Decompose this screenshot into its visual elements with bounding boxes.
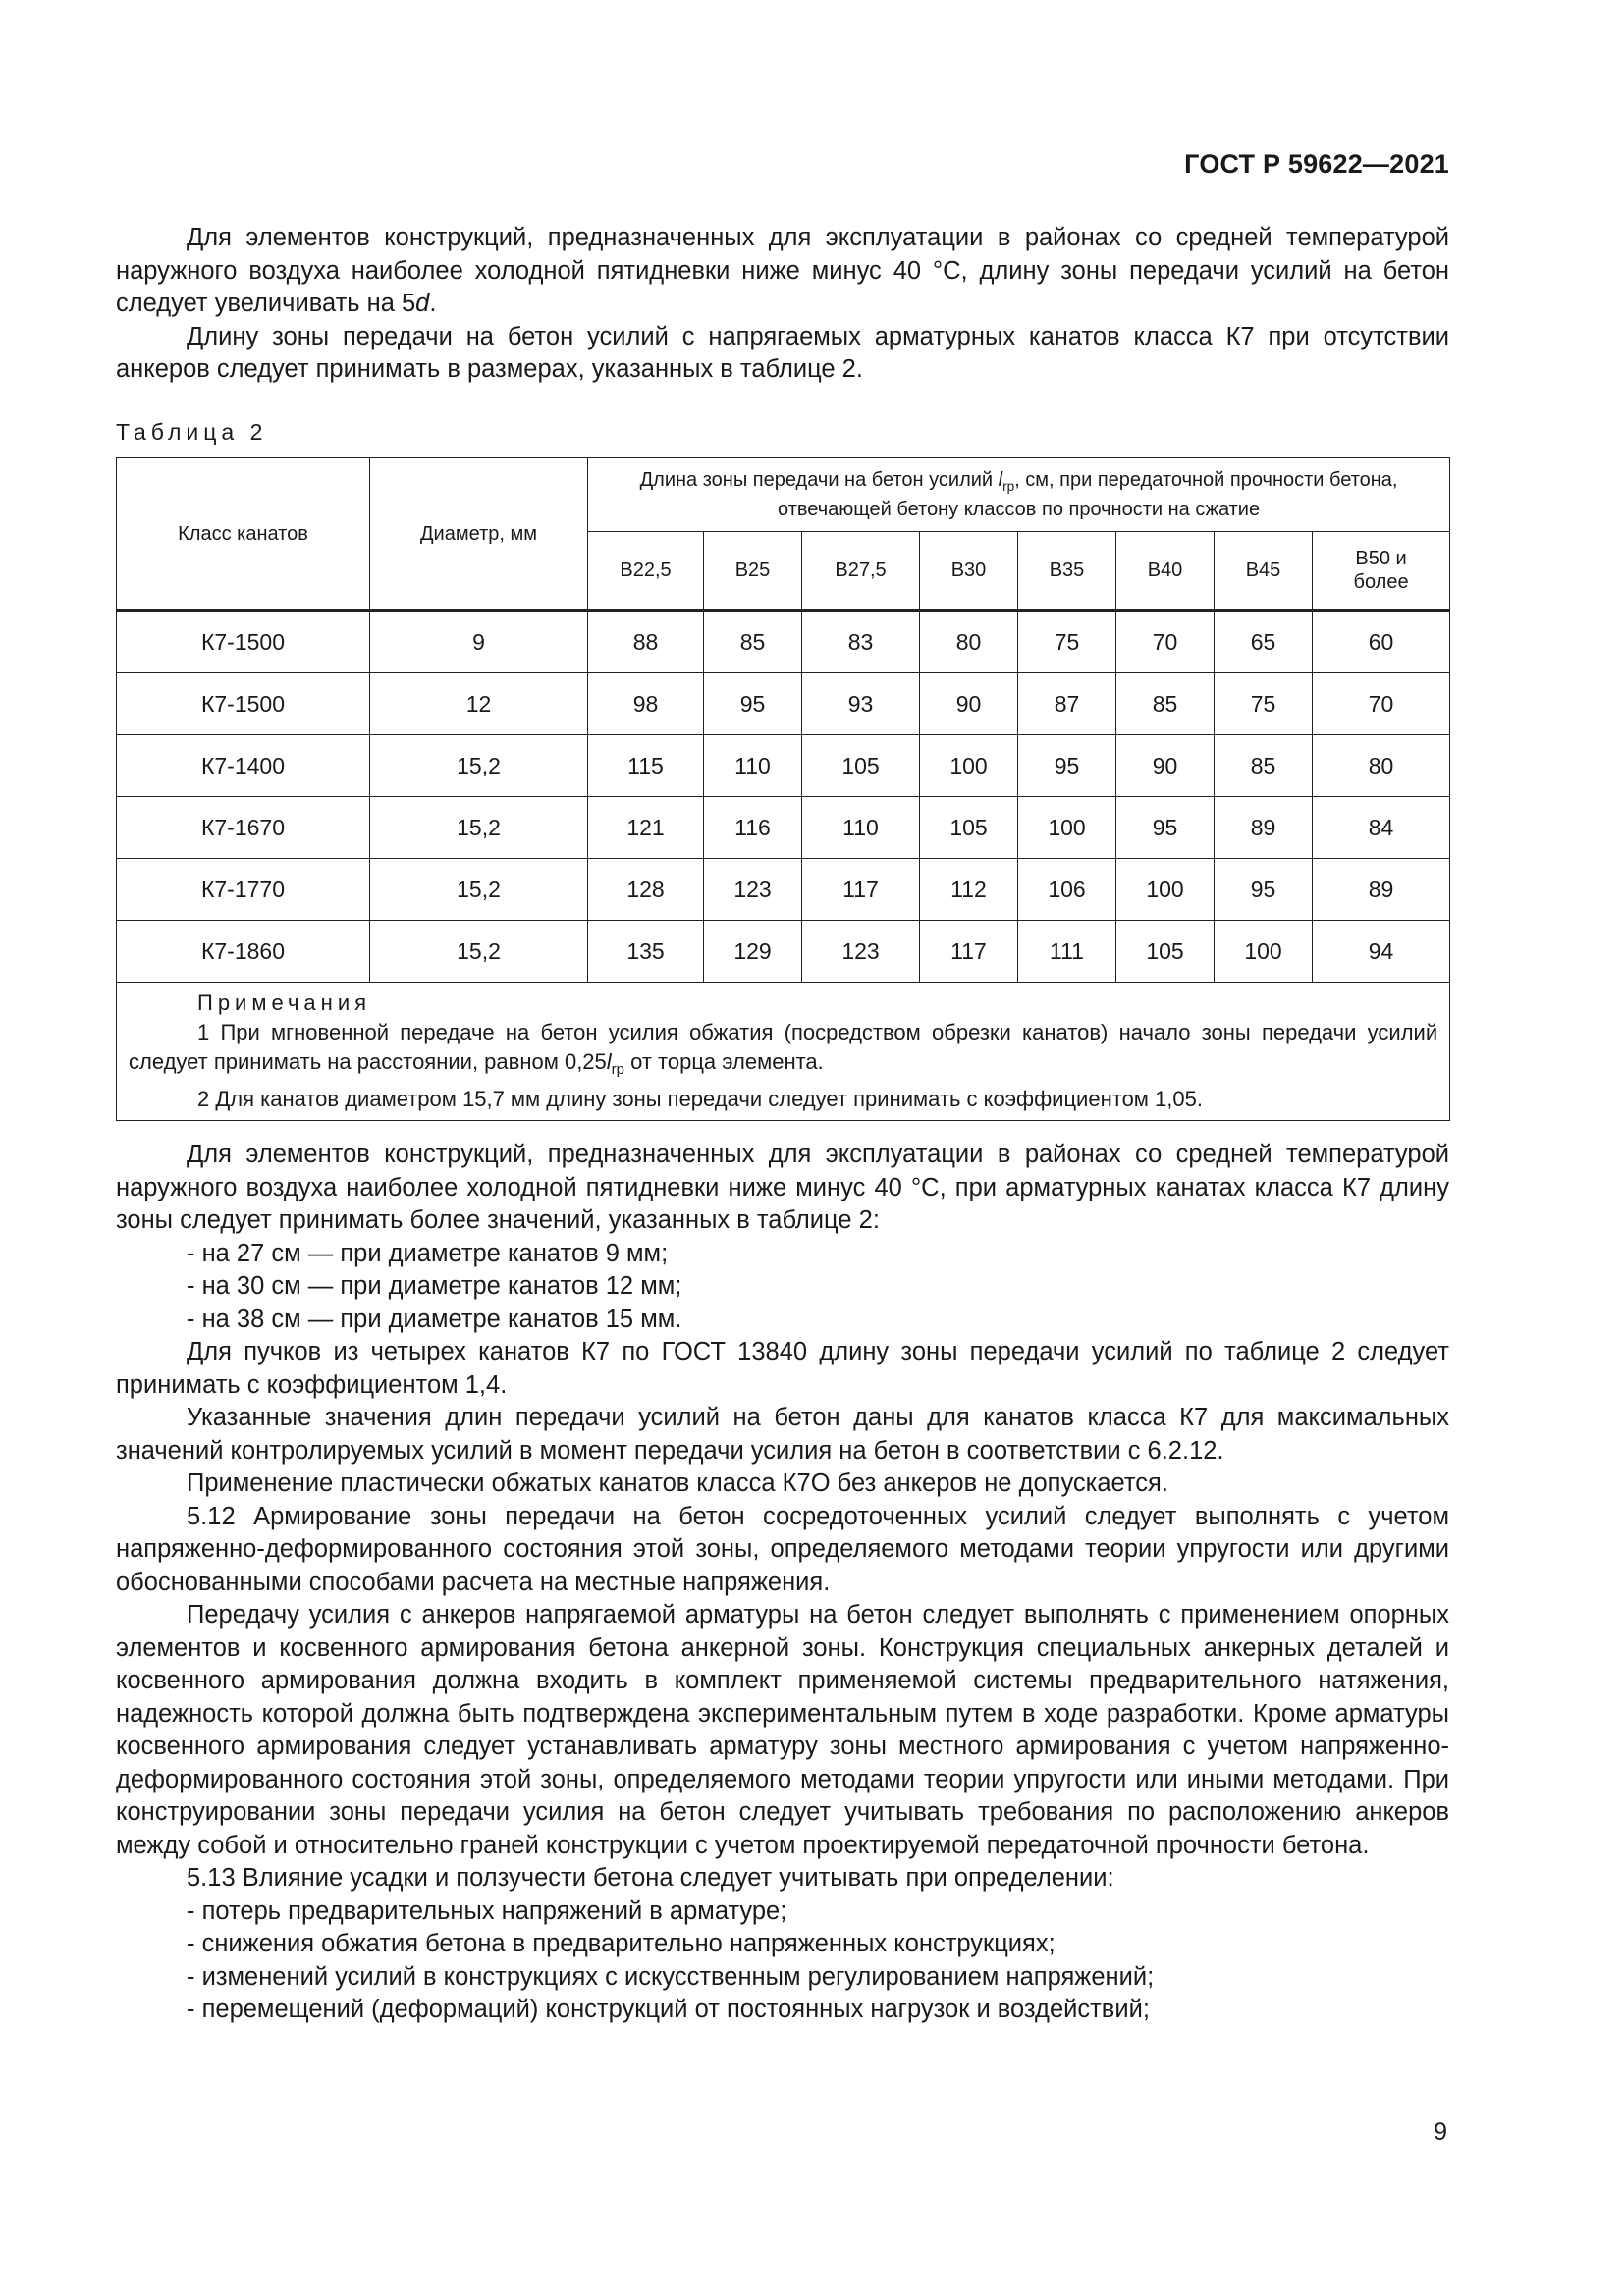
cell-class: К7-1400 — [117, 735, 370, 797]
cell-diameter: 15,2 — [370, 735, 588, 797]
table-notes — [117, 983, 1450, 1121]
table-row — [117, 735, 1450, 797]
cell-length: 94 — [1313, 921, 1450, 983]
column-header-class: Класс канатов — [117, 458, 370, 611]
cell-length: 112 — [920, 859, 1018, 921]
cell-length: 105 — [1116, 921, 1215, 983]
cell-diameter: 15,2 — [370, 797, 588, 859]
cell-length: 89 — [1215, 797, 1313, 859]
table-caption: Таблица 2 — [116, 419, 268, 445]
cell-length: 105 — [802, 735, 920, 797]
column-header-diameter: Диаметр, мм — [370, 458, 588, 611]
note-2: 2 Для канатов диаметром 15,7 мм длину зоны передачи следует принимать с коэффициентом 1,05. — [197, 1087, 1203, 1112]
cell-length: 129 — [704, 921, 802, 983]
cell-length: 85 — [1215, 735, 1313, 797]
cell-class: К7-1860 — [117, 921, 370, 983]
cell-length: 84 — [1313, 797, 1450, 859]
cell-length: 70 — [1116, 611, 1215, 673]
cell-length: 121 — [588, 797, 704, 859]
paragraph: 5.13 Влияние усадки и ползучести бетона следует учитывать при определении: — [187, 1864, 1114, 1892]
cell-class: К7-1500 — [117, 673, 370, 735]
cell-length: 123 — [802, 921, 920, 983]
page-number: 9 — [1434, 2118, 1447, 2146]
cell-length: 60 — [1313, 611, 1450, 673]
column-header-strength-class: В35 — [1018, 532, 1116, 611]
cell-length: 110 — [802, 797, 920, 859]
cell-length: 117 — [802, 859, 920, 921]
cell-length: 80 — [920, 611, 1018, 673]
cell-diameter: 9 — [370, 611, 588, 673]
cell-length: 80 — [1313, 735, 1450, 797]
cell-class: К7-1670 — [117, 797, 370, 859]
column-group-header: Длина зоны передачи на бетон усилий $l_{rp}$, см, при передаточной прочности бетона, отвечающей бетону классов по прочности на сжатие — [588, 458, 1450, 532]
paragraph: 5.12 Армирование зоны передачи на бетон сосредоточенных усилий следует выполнять с учетом напряженно-деформированного состояния этой зоны, определяемого методами теории упругости или другими обоснованными способами расчета на местные напряжения. — [116, 1502, 1449, 1596]
cell-length: 85 — [1116, 673, 1215, 735]
cell-length: 95 — [704, 673, 802, 735]
cell-length: 100 — [1018, 797, 1116, 859]
table-row — [117, 859, 1450, 921]
cell-length: 90 — [1116, 735, 1215, 797]
cell-length: 135 — [588, 921, 704, 983]
paragraph: Длину зоны передачи на бетон усилий с напрягаемых арматурных канатов класса К7 при отсутствии анкеров следует принимать в размерах, указанных в таблице 2. — [116, 322, 1449, 383]
cell-length: 110 — [704, 735, 802, 797]
cell-length: 75 — [1018, 611, 1116, 673]
cell-length: 106 — [1018, 859, 1116, 921]
cell-diameter: 15,2 — [370, 859, 588, 921]
cell-length: 105 — [920, 797, 1018, 859]
cell-length: 87 — [1018, 673, 1116, 735]
cell-length: 128 — [588, 859, 704, 921]
cell-length: 95 — [1116, 797, 1215, 859]
intro-text — [116, 222, 1449, 387]
list-item: - на 30 см — при диаметре канатов 12 мм; — [187, 1272, 682, 1300]
cell-length: 123 — [704, 859, 802, 921]
cell-length: 98 — [588, 673, 704, 735]
paragraph: Указанные значения длин передачи усилий на бетон даны для канатов класса К7 для максимальных значений контролируемых усилий в момент передачи усилия на бетон в соответствии с 6.2.12. — [116, 1404, 1449, 1465]
list-item: - перемещений (деформаций) конструкций от постоянных нагрузок и воздействий; — [187, 1996, 1150, 2023]
cell-length: 90 — [920, 673, 1018, 735]
cell-class: К7-1500 — [117, 611, 370, 673]
table-row — [117, 673, 1450, 735]
document-header: ГОСТ Р 59622—2021 — [1184, 149, 1449, 179]
list-item: - на 38 см — при диаметре канатов 15 мм. — [187, 1305, 682, 1333]
main-text — [116, 1139, 1449, 2027]
paragraph: Для элементов конструкций, предназначенных для эксплуатации в районах со средней температурой наружного воздуха наиболее холодной пятидневки ниже минус 40 °С, при арматурных канатах класса К7 длину зоны следует принимать более значений, указанных в таблице 2: — [116, 1141, 1449, 1234]
column-header-strength-class: В25 — [704, 532, 802, 611]
list-item: - на 27 см — при диаметре канатов 9 мм; — [187, 1239, 669, 1267]
table-row — [117, 921, 1450, 983]
paragraph: Передачу усилия с анкеров напрягаемой арматуры на бетон следует выполнять с применением опорных элементов и косвенного армирования бетона анкерной зоны. Конструкция специальных анкерных деталей и косвенного армирования должна входить в комплект применяемой системы предварительного натяжения, надежность которой должна быть подтверждена экспериментальным путем в ходе разработки. Кроме арматуры косвенного армирования следует устанавливать арматуру зоны местного армирования с учетом напряженно-деформированного состояния этой зоны, определяемого методами теории упругости или иными методами. При конструировании зоны передачи усилия на бетон следует учитывать требования по расположению анкеров между собой и относительно граней конструкции с учетом проектируемой передаточной прочности бетона. — [116, 1601, 1449, 1859]
cell-length: 88 — [588, 611, 704, 673]
cell-length: 65 — [1215, 611, 1313, 673]
cell-length: 100 — [1116, 859, 1215, 921]
cell-length: 100 — [920, 735, 1018, 797]
paragraph: Для пучков из четырех канатов К7 по ГОСТ 13840 длину зоны передачи усилий по таблице 2 следует принимать с коэффициентом 1,4. — [116, 1338, 1449, 1399]
paragraph: Для элементов конструкций, предназначенных для эксплуатации в районах со средней температурой наружного воздуха наиболее холодной пятидневки ниже минус 40 °С, длину зоны передачи усилий на бетон следует увеличивать на 5d. — [116, 224, 1449, 317]
list-item: - снижения обжатия бетона в предварительно напряженных конструкциях; — [187, 1930, 1056, 1957]
cell-length: 117 — [920, 921, 1018, 983]
list-item: - потерь предварительных напряжений в арматуре; — [187, 1896, 787, 1925]
column-header-strength-class: В27,5 — [802, 532, 920, 611]
paragraph: Применение пластически обжатых канатов класса К7О без анкеров не допускается. — [187, 1469, 1168, 1497]
cell-length: 83 — [802, 611, 920, 673]
cell-length: 95 — [1215, 859, 1313, 921]
cell-length: 115 — [588, 735, 704, 797]
column-header-strength-class: В50 и более — [1313, 532, 1450, 611]
column-header-strength-class: В45 — [1215, 532, 1313, 611]
cell-length: 85 — [704, 611, 802, 673]
table-row — [117, 611, 1450, 673]
cell-diameter: 12 — [370, 673, 588, 735]
cell-length: 116 — [704, 797, 802, 859]
note-1: 1 При мгновенной передаче на бетон усилия обжатия (посредством обрезки канатов) начало зоны передачи усилий следует принимать на расстоянии, равном $0,25l_{rp}$ от торца элемента. — [129, 1020, 1438, 1079]
cell-length: 111 — [1018, 921, 1116, 983]
notes-title: Примечания — [197, 990, 372, 1015]
column-header-strength-class: В30 — [920, 532, 1018, 611]
cell-class: К7-1770 — [117, 859, 370, 921]
cell-diameter: 15,2 — [370, 921, 588, 983]
table-row — [117, 797, 1450, 859]
column-header-strength-class: В22,5 — [588, 532, 704, 611]
cell-length: 93 — [802, 673, 920, 735]
list-item: - изменений усилий в конструкциях с искусственным регулированием напряжений; — [187, 1962, 1155, 1991]
cell-length: 100 — [1215, 921, 1313, 983]
transfer-length-table — [116, 457, 1450, 1121]
column-header-strength-class: В40 — [1116, 532, 1215, 611]
cell-length: 95 — [1018, 735, 1116, 797]
cell-length: 75 — [1215, 673, 1313, 735]
cell-length: 70 — [1313, 673, 1450, 735]
cell-length: 89 — [1313, 859, 1450, 921]
